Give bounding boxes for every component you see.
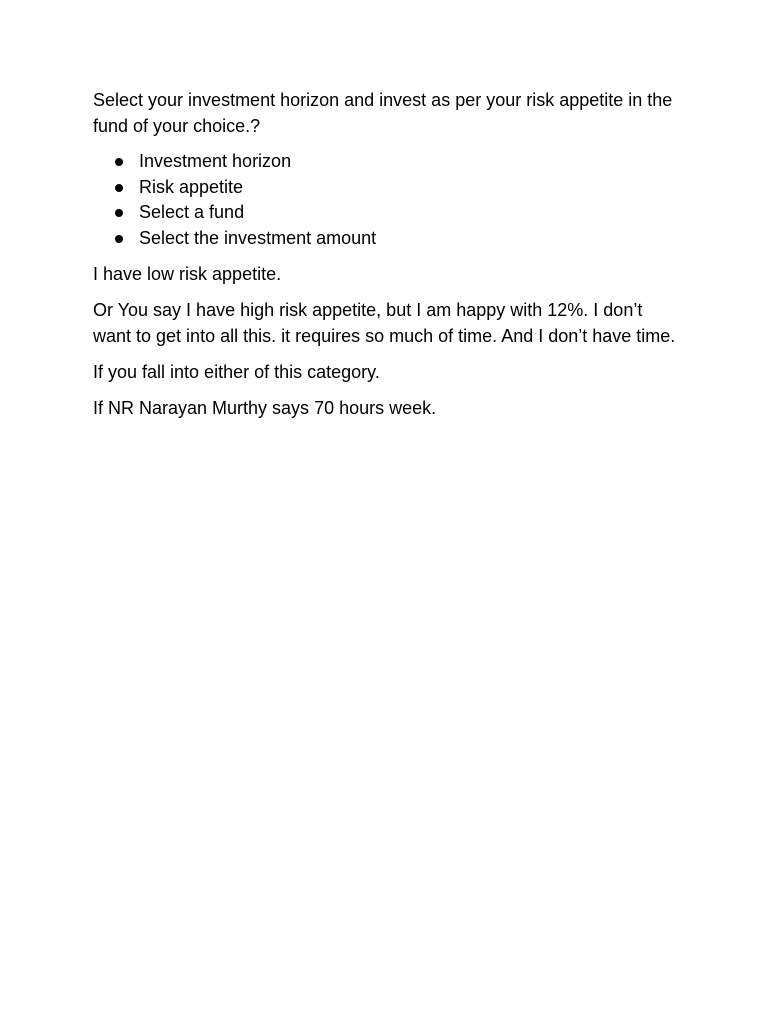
paragraph-high-risk: Or You say I have high risk appetite, but I am happy with 12%. I don’t want to get into all this. it requires so much of time. And I don’t have time.	[93, 300, 676, 346]
bullet-icon	[115, 209, 123, 217]
document-page	[93, 87, 683, 431]
list-item	[93, 226, 683, 252]
bullet-icon	[115, 184, 123, 192]
paragraph-category: If you fall into either of this category.	[93, 362, 380, 382]
list-item	[93, 200, 683, 226]
bullet-icon	[115, 158, 123, 166]
list-item-text: Investment horizon	[139, 151, 292, 171]
list-item-text: Select the investment amount	[139, 227, 377, 248]
paragraph-low-risk: I have low risk appetite.	[93, 264, 282, 284]
list-item	[93, 175, 683, 201]
bullet-list	[93, 149, 683, 251]
paragraph-murthy: If NR Narayan Murthy says 70 hours week.	[93, 398, 437, 418]
bullet-icon	[115, 235, 123, 243]
list-item	[93, 149, 683, 175]
list-item-text: Select a fund	[139, 202, 245, 222]
intro-paragraph: Select your investment horizon and invest as per your risk appetite in the fund of your choice.?	[93, 90, 673, 136]
list-item-text: Risk appetite	[139, 176, 244, 197]
